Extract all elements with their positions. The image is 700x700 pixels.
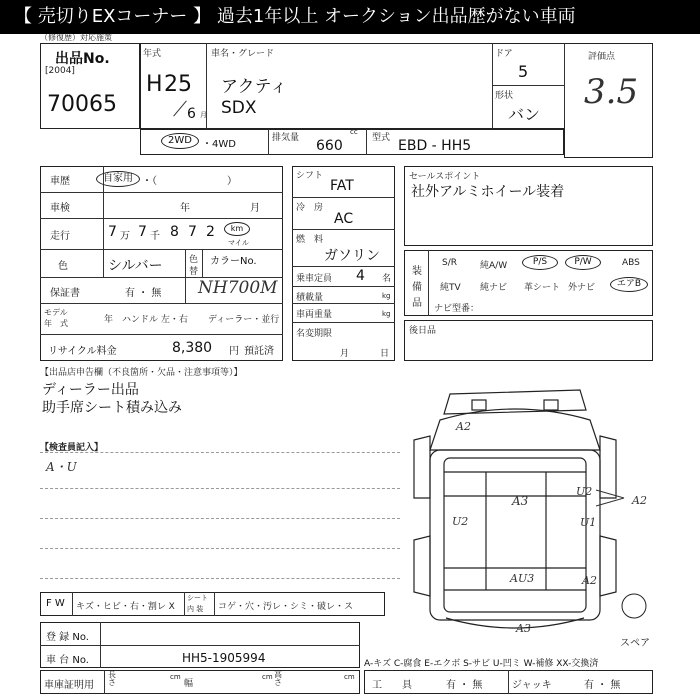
mark-right-upper: U2	[576, 485, 593, 498]
warranty-label: 保証書	[50, 288, 80, 299]
year-era: H	[146, 72, 163, 97]
declaration-line-2: 助手席シート積み込み	[42, 400, 182, 416]
car-grade: SDX	[221, 98, 257, 118]
mileage-d5: 2	[206, 224, 215, 240]
car-damage-diagram	[410, 380, 660, 640]
lot-number: 70065	[47, 92, 117, 117]
score-value: 3.5	[584, 72, 639, 112]
inspection-month: 月	[250, 203, 260, 214]
after-label: 後日品	[409, 326, 437, 336]
lot-box	[40, 43, 140, 129]
load-unit: kg	[382, 292, 391, 300]
history-label: 車歴	[50, 176, 70, 187]
recycle-unit: 円	[229, 346, 239, 357]
sales-value: 社外アルミホイール装着	[411, 184, 565, 200]
repaint-label-2: 替	[189, 267, 199, 277]
model-year-label-2: 年 式	[44, 319, 68, 328]
mileage-d2: 7	[138, 224, 147, 240]
mark-bottom: A3	[516, 622, 531, 635]
history-rest: ・（ ）	[142, 176, 237, 187]
warranty-value: 有 ・ 無	[125, 288, 162, 299]
rename-month: 月	[340, 349, 350, 359]
mark-rear-mid: AU3	[510, 572, 535, 585]
inspection-year: 年	[180, 203, 190, 214]
mark-center: A3	[512, 494, 529, 508]
jack-label: ジャッキ	[512, 680, 552, 691]
fuel-value: ガソリン	[324, 248, 380, 264]
inspector-label: 【検査員記入】	[40, 443, 104, 453]
interior-box	[564, 120, 653, 158]
mileage-d4: 7	[188, 224, 197, 240]
weight-unit: kg	[382, 310, 391, 318]
shape-value: バン	[508, 105, 541, 124]
equipment-label-3: 品	[412, 298, 422, 309]
jack-value: 有 ・ 無	[584, 680, 621, 691]
tools-value: 有 ・ 無	[446, 680, 483, 691]
mileage-d1: 7	[108, 224, 117, 240]
capacity-label: 乗車定員	[296, 274, 333, 284]
equip-abs: ABS	[622, 258, 640, 268]
year-label: 年式	[143, 49, 162, 59]
capacity-unit: 名	[382, 274, 392, 284]
registration-label: 登 録 No.	[46, 632, 89, 643]
model-label: 型式	[372, 133, 391, 143]
header-banner	[0, 0, 700, 34]
year-month: 6	[187, 106, 196, 122]
inspection-label: 車検	[50, 203, 70, 214]
handle-label: ハンドル 左・右	[122, 315, 188, 325]
inspector-note: A・U	[46, 460, 77, 474]
cert-height: 高さ	[274, 670, 282, 687]
equipment-label-2: 備	[412, 282, 422, 293]
chassis-label: 車 台 No.	[46, 655, 89, 666]
rename-day: 日	[380, 349, 390, 359]
recycle-value: 8,380	[172, 340, 213, 356]
drive-2wd: 2WD	[161, 133, 199, 149]
fw-text-2: コゲ・穴・汚レ・シミ・破レ・ス	[218, 602, 354, 612]
car-label: 車名・グレード	[211, 49, 275, 59]
sales-point-box	[404, 166, 653, 246]
tools-label: 工 具	[372, 680, 412, 691]
model-value: EBD - HH5	[398, 138, 472, 154]
history-circled: 自家用	[96, 171, 140, 187]
declaration-label: 【出品店申告欄（不良箇所・欠品・注意事項等）】	[40, 368, 243, 378]
score-label: 評価点	[588, 52, 616, 62]
displacement-label: 排気量	[272, 133, 300, 143]
model-year-label-1: モデル	[44, 308, 68, 317]
cert-label: 車庫証明用	[44, 680, 94, 691]
equip-ext-navi: 外ナビ	[568, 283, 596, 293]
banner-text: 【 売切りEXコーナー 】 過去1年以上 オークション出品歴がない車両	[14, 6, 576, 27]
mileage-u2: 千	[150, 231, 160, 242]
color-value: シルバー	[108, 258, 163, 274]
fw-label: F W	[46, 598, 65, 609]
spare-label: スペア	[620, 638, 650, 649]
doors-value: 5	[518, 62, 529, 81]
capacity-value: 4	[356, 268, 365, 284]
cert-cm-2: cm	[262, 673, 273, 681]
displacement-value: 660	[316, 138, 343, 154]
damage-legend: A-キズ C-腐食 E-エクボ S-サビ U-凹ミ W-補修 XX-交換済	[364, 659, 599, 669]
year-month-unit: 月	[200, 111, 207, 119]
shift-label: シフト	[296, 171, 324, 181]
load-label: 積載量	[296, 293, 324, 303]
recycle-deposit: 預託済	[244, 346, 274, 357]
car-name: アクティ	[221, 77, 288, 97]
seat-label-1: シート	[187, 594, 208, 602]
rename-label: 名変期限	[296, 329, 333, 339]
aircon-label: 冷 房	[296, 203, 324, 213]
model-year-year: 年	[104, 315, 114, 325]
mileage-label: 走行	[50, 231, 70, 242]
seat-label-2: 内 装	[187, 605, 204, 613]
fuel-label: 燃 料	[296, 235, 324, 245]
equip-ps: P/S	[522, 255, 558, 270]
lot-label: 出品No.	[55, 51, 110, 67]
declaration-line-1: ディーラー出品	[42, 382, 139, 398]
drive-4wd: ・4WD	[202, 139, 236, 150]
equip-airbag: エアB	[610, 277, 648, 292]
cert-cm-1: cm	[170, 673, 181, 681]
equip-pw: P/W	[565, 255, 601, 270]
color-label: 色	[58, 261, 68, 272]
fw-text: キズ・ヒビ・右・割レ X	[76, 602, 175, 612]
mileage-d3: 8	[170, 224, 179, 240]
mark-right-lower: U1	[580, 516, 597, 529]
weight-label: 車両重量	[296, 310, 333, 320]
shift-value: FAT	[330, 178, 354, 194]
mark-left-mid: U2	[452, 515, 469, 528]
after-box	[404, 320, 653, 361]
chassis-value: HH5-1905994	[182, 651, 266, 665]
dealer-label: ディーラー・並行	[208, 315, 280, 325]
cert-cm-3: cm	[344, 673, 355, 681]
equip-leather: 革シート	[524, 283, 561, 293]
mileage-mile: マイル	[228, 239, 249, 247]
color-code-label: カラーNo.	[210, 256, 257, 267]
mileage-km: km	[224, 222, 250, 236]
mark-right-arrow: A2	[632, 494, 647, 507]
shape-label: 形状	[495, 91, 514, 101]
cert-length: 長さ	[108, 670, 116, 687]
recycle-label: リサイクル料金	[48, 346, 117, 357]
aircon-value: AC	[334, 211, 354, 227]
cert-width: 幅	[184, 679, 194, 689]
mark-rear-right: A2	[582, 574, 597, 587]
color-code: NH700M	[198, 278, 278, 298]
equipment-label-1: 装	[412, 266, 422, 277]
equip-tv: 純TV	[440, 283, 461, 293]
equip-navi: 純ナビ	[480, 283, 508, 293]
doors-label: ドア	[495, 49, 513, 59]
navi-model-label: ナビ型番：	[434, 304, 480, 314]
year-value: 25	[164, 72, 192, 97]
lot-year-tag: [2004]	[45, 66, 75, 76]
repaint-label-1: 色	[189, 255, 199, 265]
equip-aw: 純A/W	[480, 261, 508, 271]
displacement-unit: cc	[350, 128, 358, 136]
top-label: （修復歴）対応施策	[40, 33, 112, 42]
mark-front-left: A2	[456, 420, 471, 433]
equip-sr: S/R	[442, 258, 457, 268]
mileage-u1: 万	[120, 231, 130, 242]
sales-label: セールスポイント	[409, 172, 481, 182]
